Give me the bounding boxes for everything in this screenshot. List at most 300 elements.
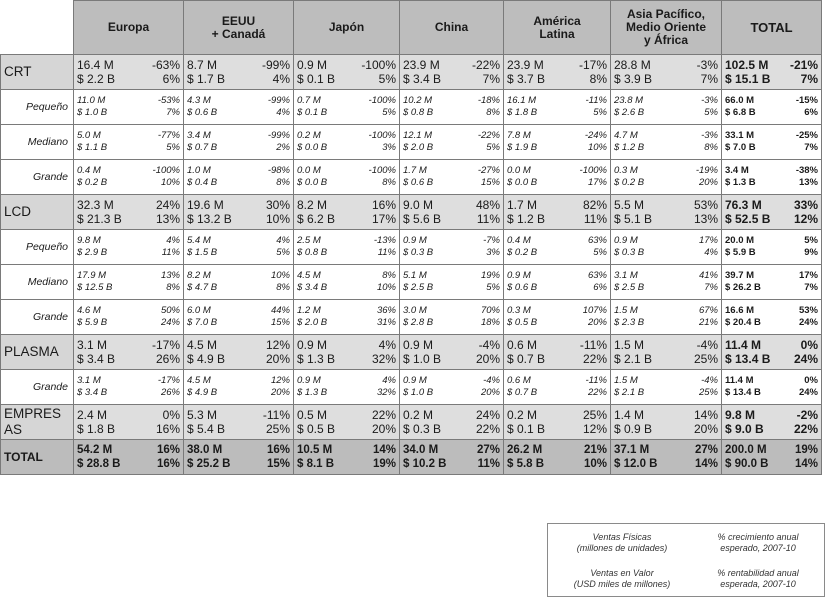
- units-value: 0.3 M: [614, 165, 638, 176]
- value-usd: $ 0.6 B: [187, 107, 218, 118]
- data-cell: [722, 55, 822, 90]
- value-usd: $ 3.7 B: [507, 72, 546, 86]
- cell-line: [504, 352, 610, 366]
- units-value: 200.0 M: [725, 444, 767, 456]
- growth-pct: 27%: [476, 444, 500, 456]
- value-usd: $ 0.2 B: [614, 177, 645, 188]
- growth-pct: 13%: [160, 270, 180, 281]
- profit-pct: 2%: [276, 142, 290, 153]
- data-cell: [611, 195, 722, 230]
- value-usd: $ 6.2 B: [297, 212, 336, 226]
- profit-pct: 22%: [793, 422, 818, 436]
- cell-line: [294, 177, 399, 189]
- profit-pct: 5%: [486, 142, 500, 153]
- units-value: 54.2 M: [77, 444, 113, 456]
- value-usd: $ 5.9 B: [77, 317, 108, 328]
- column-header-line: Latina: [539, 26, 575, 41]
- profit-pct: 6%: [162, 72, 180, 86]
- data-cell: [294, 440, 400, 475]
- value-usd: $ 13.4 B: [725, 387, 761, 398]
- row-label: CRT: [1, 55, 74, 90]
- legend-rent-line1: % rentabilidad anual: [717, 568, 799, 578]
- profit-pct: 8%: [704, 142, 718, 153]
- cell-line: [74, 142, 183, 154]
- cell-line: [184, 352, 293, 366]
- growth-pct: 19%: [794, 444, 818, 456]
- cell-line: [504, 457, 610, 471]
- cell-line: [722, 305, 821, 317]
- units-value: 10.2 M: [403, 95, 433, 106]
- cell-line: [504, 58, 610, 72]
- profit-pct: 25%: [693, 352, 718, 366]
- cell-line: [74, 317, 183, 329]
- subcategory-row: [1, 265, 822, 300]
- data-cell: [611, 55, 722, 90]
- subcategory-row: [1, 90, 822, 125]
- profit-pct: 15%: [266, 458, 290, 470]
- cell-line: [294, 422, 399, 436]
- profit-pct: 22%: [582, 352, 607, 366]
- growth-pct: -11%: [579, 338, 607, 352]
- cell-line: [294, 58, 399, 72]
- value-usd: $ 52.5 B: [725, 212, 771, 226]
- growth-pct: -63%: [151, 58, 180, 72]
- cell-line: [294, 130, 399, 142]
- cell-line: [400, 165, 503, 177]
- value-usd: $ 2.1 B: [614, 387, 645, 398]
- value-usd: $ 2.0 B: [403, 142, 434, 153]
- units-value: 23.9 M: [403, 58, 440, 72]
- growth-pct: -11%: [262, 408, 290, 422]
- units-value: 1.7 M: [403, 165, 427, 176]
- data-cell: [504, 55, 611, 90]
- column-header-line: Medio Oriente: [625, 20, 706, 34]
- growth-pct: 14%: [693, 408, 718, 422]
- cell-line: [400, 282, 503, 294]
- growth-pct: -4%: [701, 375, 718, 386]
- cell-line: [722, 58, 821, 72]
- cell-line: [184, 247, 293, 259]
- cell-line: [294, 212, 399, 226]
- data-cell: [400, 370, 504, 405]
- cell-line: [184, 457, 293, 471]
- units-value: 0.5 M: [297, 408, 328, 422]
- growth-pct: 21%: [583, 444, 607, 456]
- profit-pct: 20%: [698, 177, 718, 188]
- cell-line: [184, 338, 293, 352]
- cell-line: [184, 212, 293, 226]
- growth-pct: 16%: [156, 444, 180, 456]
- cell-line: [722, 338, 821, 352]
- cell-line: [294, 95, 399, 107]
- units-value: 4.5 M: [297, 270, 321, 281]
- data-cell: [184, 195, 294, 230]
- growth-pct: 44%: [270, 305, 290, 316]
- cell-line: [74, 352, 183, 366]
- cell-line: [611, 408, 721, 422]
- cell-line: [74, 443, 183, 457]
- data-cell: [504, 230, 611, 265]
- cell-line: [74, 198, 183, 212]
- cell-line: [400, 247, 503, 259]
- cell-line: [504, 270, 610, 282]
- growth-pct: -2%: [796, 408, 818, 422]
- cell-line: [611, 177, 721, 189]
- data-cell: [504, 90, 611, 125]
- column-header-line: + Canadá: [211, 26, 266, 41]
- growth-pct: -17%: [151, 338, 180, 352]
- growth-pct: 4%: [382, 375, 396, 386]
- growth-pct: -100%: [579, 165, 607, 176]
- data-cell: [400, 230, 504, 265]
- category-row: [1, 195, 822, 230]
- units-value: 0.9 M: [403, 235, 427, 246]
- value-usd: $ 2.5 B: [614, 282, 645, 293]
- data-cell: [74, 230, 184, 265]
- units-value: 5.0 M: [77, 130, 101, 141]
- units-value: 5.1 M: [403, 270, 427, 281]
- data-cell: [722, 230, 822, 265]
- units-value: 10.5 M: [297, 444, 333, 456]
- growth-pct: -3%: [696, 58, 718, 72]
- cell-line: [400, 212, 503, 226]
- value-usd: $ 2.6 B: [614, 107, 645, 118]
- data-cell: [74, 90, 184, 125]
- cell-line: [504, 212, 610, 226]
- column-header: [611, 1, 722, 55]
- profit-pct: 3%: [486, 247, 500, 258]
- units-value: 3.1 M: [77, 338, 108, 352]
- units-value: 11.4 M: [725, 338, 762, 352]
- profit-pct: 16%: [155, 422, 180, 436]
- cell-line: [294, 247, 399, 259]
- cell-line: [722, 212, 821, 226]
- growth-pct: -15%: [795, 95, 818, 106]
- cell-line: [722, 165, 821, 177]
- cell-line: [184, 95, 293, 107]
- cell-line: [722, 375, 821, 387]
- data-cell: [722, 125, 822, 160]
- data-cell: [74, 160, 184, 195]
- cell-line: [611, 457, 721, 471]
- growth-pct: -24%: [584, 130, 607, 141]
- data-cell: [294, 160, 400, 195]
- growth-pct: -7%: [483, 235, 500, 246]
- value-usd: $ 0.3 B: [403, 247, 434, 258]
- units-value: 3.4 M: [187, 130, 211, 141]
- units-value: 0.0 M: [297, 165, 321, 176]
- units-value: 1.2 M: [297, 305, 321, 316]
- data-cell: [504, 405, 611, 440]
- growth-pct: -17%: [157, 375, 180, 386]
- cell-line: [400, 305, 503, 317]
- units-value: 7.8 M: [507, 130, 531, 141]
- value-usd: $ 0.1 B: [297, 72, 336, 86]
- units-value: 11.0 M: [77, 95, 106, 106]
- data-cell: [611, 125, 722, 160]
- profit-pct: 13%: [798, 177, 818, 188]
- profit-pct: 20%: [475, 352, 500, 366]
- growth-pct: 48%: [475, 198, 500, 212]
- growth-pct: 67%: [698, 305, 718, 316]
- units-value: 0.9 M: [297, 58, 328, 72]
- category-row: [1, 335, 822, 370]
- data-cell: [294, 335, 400, 370]
- profit-pct: 11%: [477, 458, 500, 470]
- data-cell: [611, 335, 722, 370]
- cell-line: [400, 58, 503, 72]
- profit-pct: 20%: [265, 352, 290, 366]
- profit-pct: 20%: [270, 387, 290, 398]
- cell-line: [504, 142, 610, 154]
- profit-pct: 3%: [382, 142, 396, 153]
- cell-line: [504, 95, 610, 107]
- row-label: Mediano: [1, 125, 74, 160]
- profit-pct: 20%: [371, 422, 396, 436]
- units-value: 1.5 M: [614, 375, 638, 386]
- value-usd: $ 0.8 B: [297, 247, 328, 258]
- growth-pct: -38%: [795, 165, 818, 176]
- cell-line: [611, 72, 721, 86]
- units-value: 1.7 M: [507, 198, 538, 212]
- cell-line: [184, 387, 293, 399]
- profit-pct: 12%: [793, 212, 818, 226]
- data-cell: [611, 370, 722, 405]
- column-header-line: América: [533, 13, 581, 28]
- cell-line: [400, 457, 503, 471]
- cell-line: [722, 72, 821, 86]
- units-value: 0.2 M: [507, 408, 538, 422]
- value-usd: $ 1.5 B: [187, 247, 218, 258]
- growth-pct: -27%: [477, 165, 500, 176]
- data-cell: [184, 370, 294, 405]
- profit-pct: 10%: [376, 282, 396, 293]
- data-cell: [184, 265, 294, 300]
- units-value: 0.2 M: [297, 130, 321, 141]
- profit-pct: 21%: [698, 317, 718, 328]
- profit-pct: 8%: [382, 177, 396, 188]
- cell-line: [611, 58, 721, 72]
- data-cell: [294, 90, 400, 125]
- value-usd: $ 0.1 B: [297, 107, 328, 118]
- row-label: PLASMA: [1, 335, 74, 370]
- data-cell: [294, 405, 400, 440]
- cell-line: [184, 305, 293, 317]
- data-cell: [294, 125, 400, 160]
- units-value: 5.3 M: [187, 408, 218, 422]
- cell-line: [504, 375, 610, 387]
- units-value: 9.8 M: [725, 408, 756, 422]
- cell-line: [400, 177, 503, 189]
- units-value: 0.4 M: [77, 165, 101, 176]
- data-cell: [74, 265, 184, 300]
- profit-pct: 15%: [270, 317, 290, 328]
- cell-line: [184, 72, 293, 86]
- growth-pct: -19%: [695, 165, 718, 176]
- units-value: 12.1 M: [403, 130, 433, 141]
- data-cell: [400, 195, 504, 230]
- profit-pct: 7%: [704, 282, 718, 293]
- legend-valor-line1: Ventas en Valor: [590, 568, 654, 578]
- growth-pct: -21%: [789, 58, 818, 72]
- growth-pct: -25%: [795, 130, 818, 141]
- data-cell: [400, 405, 504, 440]
- profit-pct: 10%: [265, 212, 290, 226]
- profit-pct: 11%: [476, 212, 500, 226]
- growth-pct: 4%: [276, 235, 290, 246]
- units-value: 32.3 M: [77, 198, 114, 212]
- cell-line: [294, 165, 399, 177]
- growth-pct: -100%: [361, 58, 396, 72]
- data-cell: [722, 90, 822, 125]
- data-cell: [504, 195, 611, 230]
- value-usd: $ 0.5 B: [297, 422, 336, 436]
- cell-line: [74, 72, 183, 86]
- profit-pct: 26%: [155, 352, 180, 366]
- category-row: [1, 55, 822, 90]
- data-cell: [504, 370, 611, 405]
- profit-pct: 5%: [166, 142, 180, 153]
- column-header-line: EEUU: [221, 13, 256, 28]
- data-cell: [400, 265, 504, 300]
- data-cell: [74, 195, 184, 230]
- cell-line: [400, 422, 503, 436]
- growth-pct: 17%: [698, 235, 718, 246]
- profit-pct: 5%: [593, 247, 607, 258]
- value-usd: $ 0.7 B: [507, 387, 538, 398]
- row-label: LCD: [1, 195, 74, 230]
- category-row: [1, 405, 822, 440]
- cell-line: [184, 58, 293, 72]
- cell-line: [294, 282, 399, 294]
- data-cell: [722, 265, 822, 300]
- growth-pct: 17%: [798, 270, 818, 281]
- value-usd: $ 2.0 B: [297, 317, 328, 328]
- data-cell: [611, 265, 722, 300]
- cell-line: [504, 338, 610, 352]
- data-cell: [504, 125, 611, 160]
- value-usd: $ 10.2 B: [403, 458, 447, 470]
- cell-line: [294, 198, 399, 212]
- value-usd: $ 3.4 B: [77, 352, 116, 366]
- cell-line: [611, 282, 721, 294]
- cell-line: [74, 165, 183, 177]
- value-usd: $ 4.9 B: [187, 387, 218, 398]
- units-value: 1.5 M: [614, 338, 645, 352]
- value-usd: $ 0.9 B: [614, 422, 653, 436]
- cell-line: [74, 375, 183, 387]
- units-value: 26.2 M: [507, 444, 543, 456]
- legend-fisicas-line1: Ventas Físicas: [592, 532, 652, 542]
- value-usd: $ 1.1 B: [77, 142, 108, 153]
- units-value: 8.2 M: [297, 198, 328, 212]
- data-cell: [611, 230, 722, 265]
- units-value: 4.3 M: [187, 95, 211, 106]
- value-usd: $ 0.8 B: [403, 107, 434, 118]
- value-usd: $ 0.7 B: [187, 142, 218, 153]
- profit-pct: 7%: [800, 72, 818, 86]
- profit-pct: 4%: [276, 107, 290, 118]
- cell-line: [611, 107, 721, 119]
- data-cell: [722, 335, 822, 370]
- data-cell: [74, 370, 184, 405]
- value-usd: $ 4.7 B: [187, 282, 218, 293]
- units-value: 0.9 M: [297, 338, 328, 352]
- cell-line: [184, 282, 293, 294]
- profit-pct: 32%: [371, 352, 396, 366]
- column-header: [74, 1, 184, 55]
- cell-line: [294, 375, 399, 387]
- units-value: 23.9 M: [507, 58, 544, 72]
- units-value: 0.2 M: [403, 408, 434, 422]
- profit-pct: 8%: [486, 107, 500, 118]
- growth-pct: 5%: [804, 235, 818, 246]
- cell-line: [611, 235, 721, 247]
- profit-pct: 6%: [593, 282, 607, 293]
- subcategory-row: [1, 230, 822, 265]
- value-usd: $ 2.5 B: [403, 282, 434, 293]
- cell-line: [722, 282, 821, 294]
- cell-line: [184, 198, 293, 212]
- cell-line: [74, 130, 183, 142]
- data-cell: [184, 300, 294, 335]
- growth-pct: 30%: [265, 198, 290, 212]
- profit-pct: 5%: [704, 107, 718, 118]
- value-usd: $ 0.0 B: [297, 177, 328, 188]
- total-row: [1, 440, 822, 475]
- value-usd: $ 0.2 B: [507, 247, 538, 258]
- growth-pct: 4%: [378, 338, 396, 352]
- data-cell: [294, 230, 400, 265]
- data-cell: [184, 125, 294, 160]
- value-usd: $ 0.5 B: [507, 317, 538, 328]
- cell-line: [722, 408, 821, 422]
- data-cell: [611, 90, 722, 125]
- data-cell: [184, 405, 294, 440]
- cell-line: [294, 338, 399, 352]
- units-value: 5.4 M: [187, 235, 211, 246]
- cell-line: [184, 165, 293, 177]
- units-value: 38.0 M: [187, 444, 223, 456]
- column-header-line: Asia Pacífico,: [626, 7, 706, 21]
- cell-line: [184, 317, 293, 329]
- units-value: 6.0 M: [187, 305, 211, 316]
- units-value: 0.6 M: [507, 338, 538, 352]
- data-cell: [184, 440, 294, 475]
- data-cell: [294, 265, 400, 300]
- cell-line: [400, 270, 503, 282]
- profit-pct: 24%: [798, 317, 818, 328]
- profit-pct: 14%: [694, 458, 718, 470]
- profit-pct: 12%: [582, 422, 607, 436]
- cell-line: [504, 177, 610, 189]
- value-usd: $ 1.2 B: [614, 142, 645, 153]
- value-usd: $ 1.3 B: [297, 387, 328, 398]
- cell-line: [611, 305, 721, 317]
- cell-line: [722, 457, 821, 471]
- growth-pct: -100%: [368, 95, 396, 106]
- column-header: [722, 1, 822, 55]
- data-cell: [184, 160, 294, 195]
- cell-line: [504, 198, 610, 212]
- value-usd: $ 13.4 B: [725, 352, 771, 366]
- units-value: 3.1 M: [77, 375, 101, 386]
- cell-line: [504, 247, 610, 259]
- value-usd: $ 25.2 B: [187, 458, 231, 470]
- data-cell: [400, 335, 504, 370]
- cell-line: [74, 177, 183, 189]
- units-value: 0.0 M: [507, 165, 531, 176]
